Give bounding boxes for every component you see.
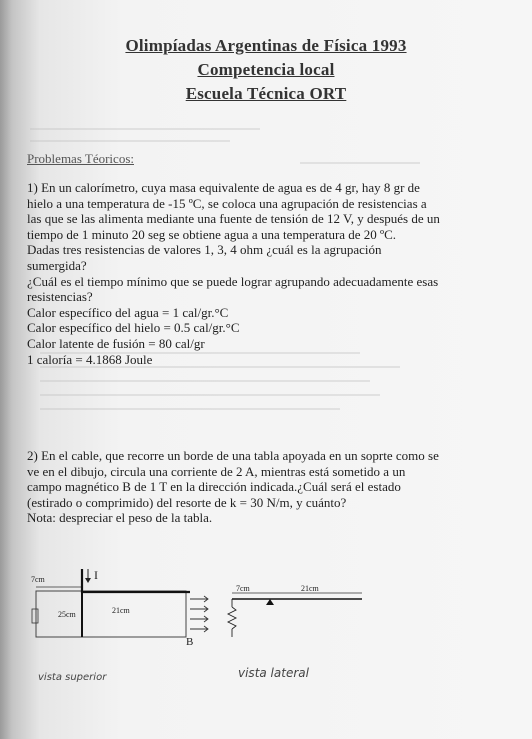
problem-1-line: Calor específico del hielo = 0.5 cal/gr.°C [27,320,240,336]
problem-2-line: campo magnético B de 1 T en la dirección indicada.¿Cuál será el estado [27,479,401,495]
dimension-label: 21cm [301,584,319,593]
header-subtitle: Competencia local [197,60,335,79]
problem-1-line: 1 caloría = 4.1868 Joule [27,351,153,367]
current-label: I [94,568,98,582]
problem-1-line: ¿Cuál es el tiempo mínimo que se puede lograr agrupando adecuadamente esas [27,273,439,289]
problem-2-text [27,448,507,526]
bleed-through-mark [300,162,420,164]
problem-1-line: tiempo de 1 minuto 20 seg se obtiene agua a una temperatura de 20 ºC. [27,226,397,242]
problem-1-line: Calor específico del agua = 1 cal/gr.°C [27,304,229,320]
figure-side-view [222,585,372,645]
problem-1-line: las que se las alimenta mediante una fuente de tensión de 12 V, y después de un [27,211,440,227]
problem-1-line: hielo a una temperatura de -15 ºC, se coloca una agrupación de resistencias a [27,195,427,211]
figure-caption: vista lateral [238,666,309,680]
section-heading: Problemas Téoricos: [27,151,134,166]
figure-caption: vista superior [38,672,107,683]
header-title: Olimpíadas Argentinas de Física 1993 [125,36,407,55]
problem-2-line: Nota: despreciar el peso de la tabla. [27,510,213,526]
dimension-label: 21cm [112,606,130,615]
dimension-label: 7cm [31,575,45,584]
bleed-through-mark [30,140,230,142]
problem-2-line: ve en el dibujo, circula una corriente de 2 A, mientras está sometido a un [27,463,406,479]
problem-1-line: Dadas tres resistencias de valores 1, 3, 4 ohm ¿cuál es la agrupación [27,242,382,258]
problem-1-text [27,180,507,367]
bleed-through-mark [30,128,260,130]
header-school: Escuela Técnica ORT [185,84,347,103]
field-label: B [186,636,194,648]
dimension-label: 7cm [236,584,250,593]
bleed-through-mark [40,394,380,396]
problem-2-line: (estirado o comprimido) del resorte de k = 30 N/m, y cuánto? [27,494,347,510]
problem-1-line: sumergida? [27,257,87,273]
problem-2-line: 2) En el cable, que recorre un borde de una tabla apoyada en un soprte como se [27,448,439,463]
bleed-through-mark [40,408,340,410]
bleed-through-mark [40,380,370,382]
dimension-label: 25cm [58,610,76,619]
problem-1-line: resistencias? [27,289,93,305]
problem-1-line: Calor latente de fusión = 80 cal/gr [27,335,205,351]
problem-1-line: 1) En un calorímetro, cuya masa equivalente de agua es de 4 gr, hay 8 gr de [27,180,420,195]
